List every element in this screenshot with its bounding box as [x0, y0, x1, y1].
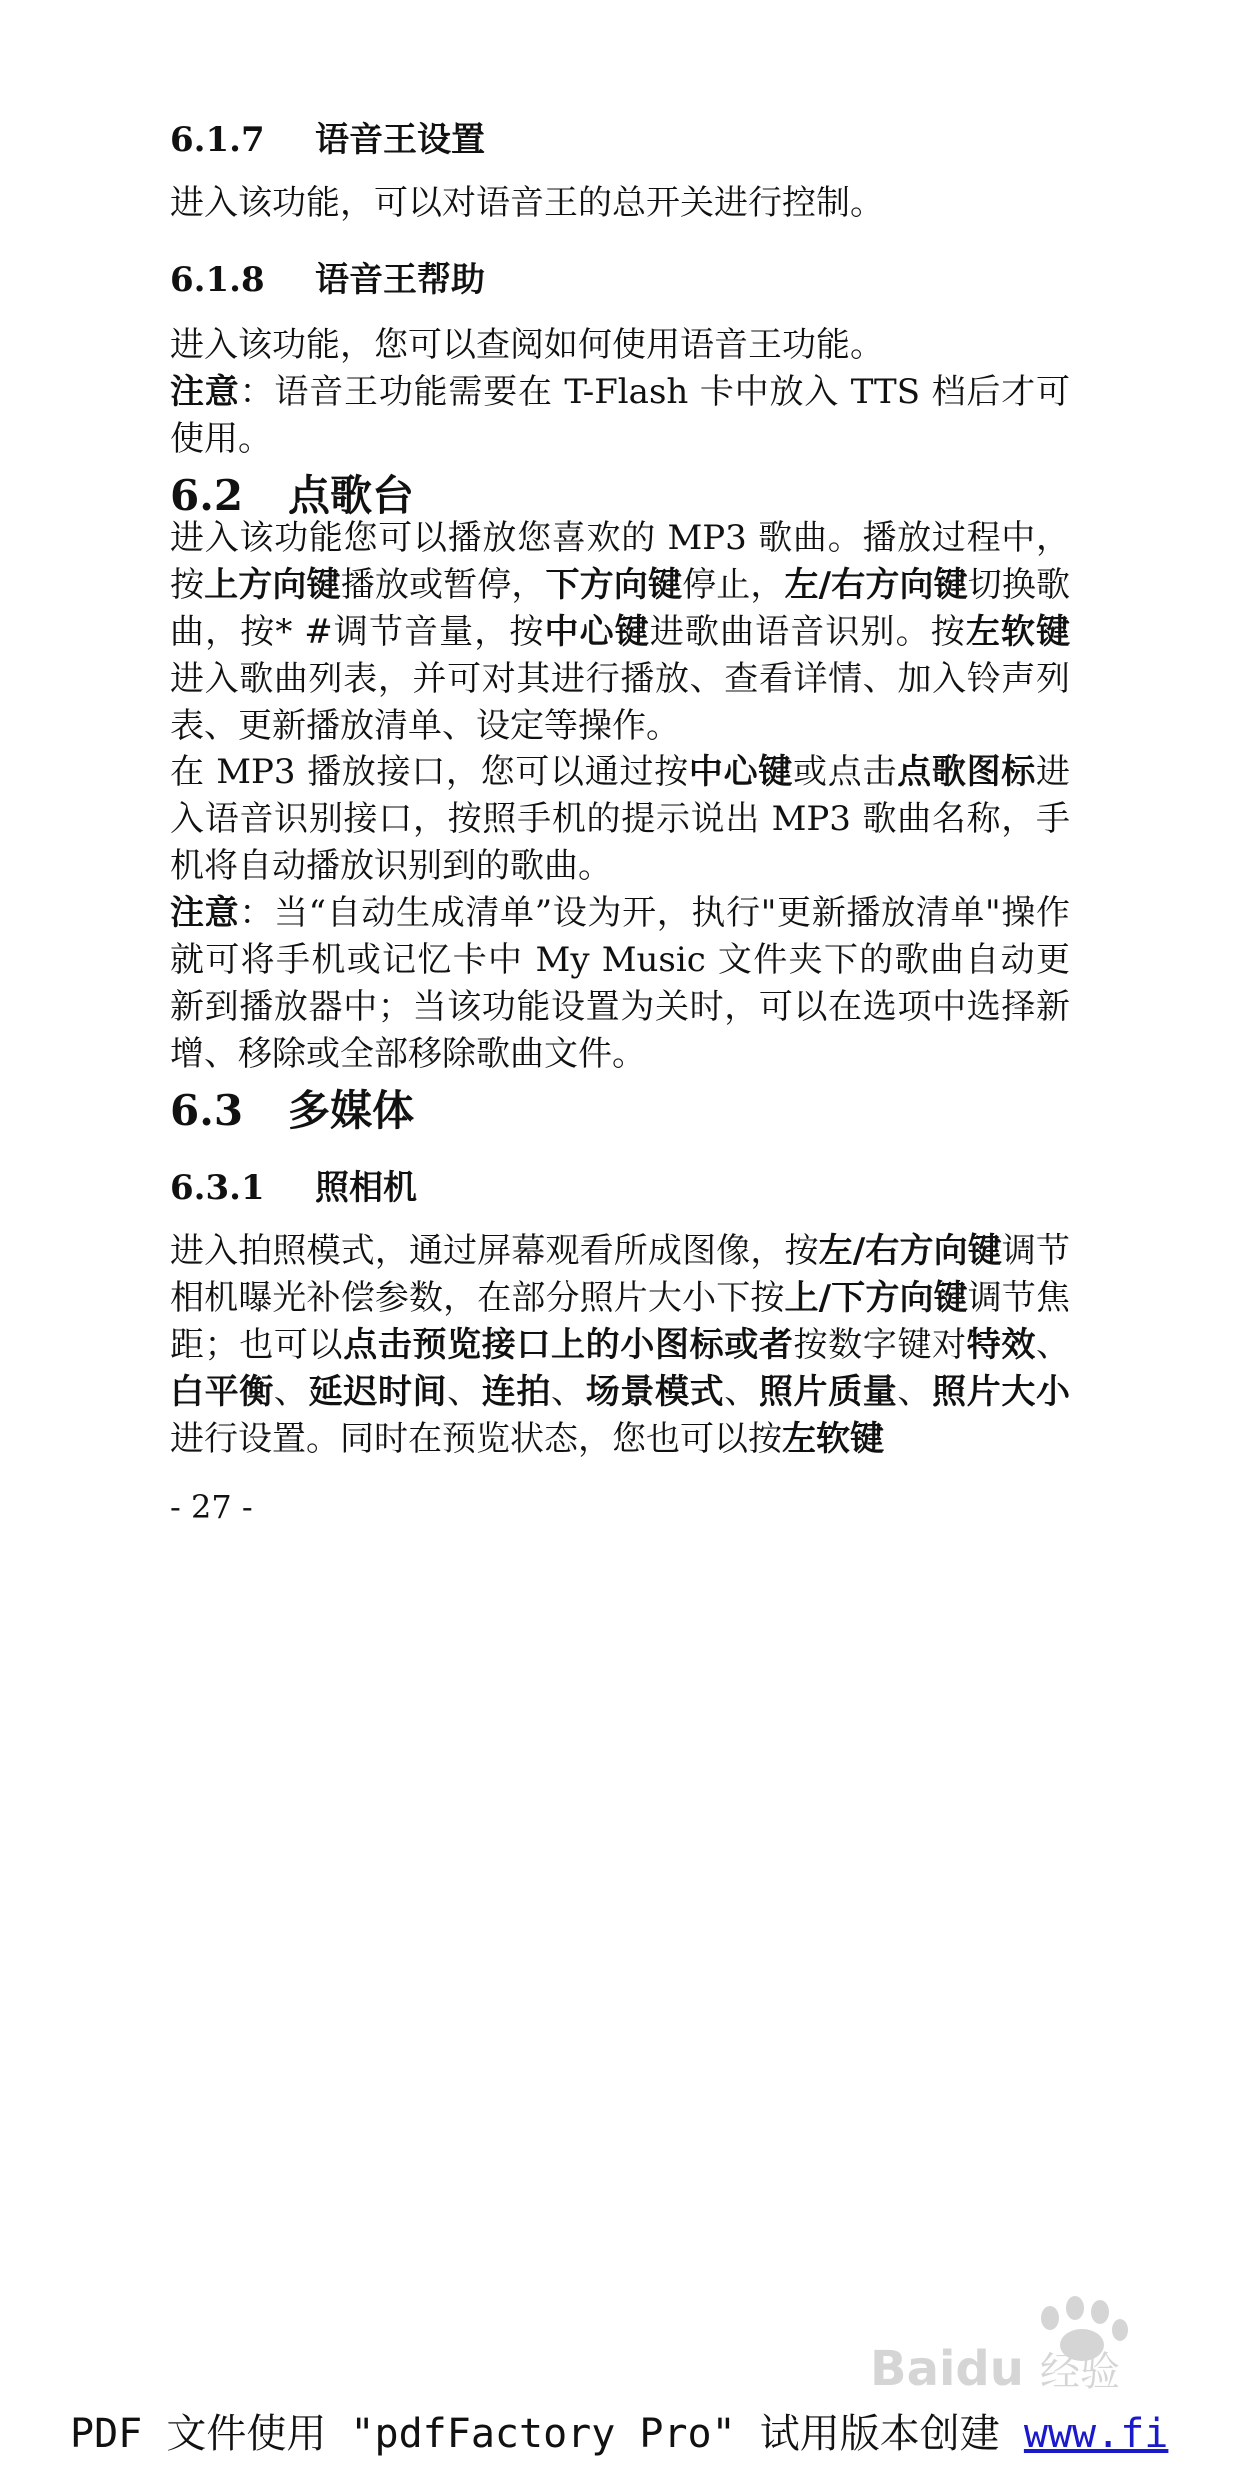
bold-term: 点歌图标	[897, 752, 1037, 792]
pdf-footer	[70, 2402, 1168, 2459]
section-number: 6.3.1	[170, 1168, 265, 1208]
section-number: 6.1.8	[170, 260, 265, 300]
bold-term: 左/右方向键	[818, 1231, 1002, 1271]
text-run: 进入语音识别接口，按照手机的提示说出 MP3 歌曲名称，手机将自动播放识别到的歌曲。	[170, 752, 1071, 886]
watermark-brand: Baidu	[870, 2341, 1024, 2397]
section-title: 照相机	[315, 1168, 417, 1208]
text-run: 播放或暂停，	[340, 565, 546, 605]
section-6-2-paragraph-1	[170, 515, 1070, 750]
baidu-jingyan-watermark	[870, 2290, 1170, 2400]
section-6-2-paragraph-2	[170, 749, 1070, 890]
section-6-2-note	[170, 890, 1070, 1078]
section-6-1-8-heading	[170, 252, 485, 301]
section-number: 6.1.7	[170, 120, 265, 160]
text-run: 调节焦距；也可以	[170, 1278, 1071, 1365]
section-6-3-1-paragraph	[170, 1228, 1070, 1463]
text-run: 调节相机曝光补偿参数，在部分照片大小下按	[170, 1231, 1071, 1318]
section-6-3-1-heading	[170, 1160, 417, 1209]
bold-term: 左/右方向键	[784, 565, 968, 605]
note-text: ：语音王功能需要在 T-Flash 卡中放入 TTS 档后才可使用。	[170, 372, 1071, 459]
footer-text: PDF 文件使用 "pdfFactory Pro" 试用版本创建	[70, 2411, 1024, 2457]
section-number: 6.2	[170, 471, 244, 520]
page-number: - 27 -	[170, 1488, 253, 1526]
bold-term: 白平衡	[170, 1372, 274, 1412]
text-run: 进入拍照模式，通过屏幕观看所成图像，按	[170, 1231, 819, 1271]
bold-term: 照片大小	[932, 1372, 1071, 1412]
bold-term: 上方向键	[204, 565, 341, 605]
bold-term: 左软键	[965, 612, 1071, 652]
bold-term: 下方向键	[545, 565, 683, 605]
bold-term: 中心键	[688, 752, 794, 792]
bold-term: 连拍	[481, 1372, 552, 1412]
section-6-3-heading	[170, 1078, 414, 1138]
text-run: 按数字键对	[793, 1325, 967, 1365]
text-run: 进入该功能您可以播放您喜欢的 MP3 歌曲。播放过程中，按	[170, 518, 1070, 605]
section-number: 6.3	[170, 1086, 244, 1135]
bold-term: 照片质量	[758, 1372, 898, 1412]
bold-term: 左软键	[782, 1419, 884, 1459]
bold-term: 延迟时间	[308, 1372, 448, 1412]
section-title: 语音王设置	[315, 120, 485, 160]
text-run: 或点击	[793, 752, 898, 792]
text-run: 、	[897, 1372, 933, 1412]
section-title: 点歌台	[288, 471, 415, 520]
section-6-2-heading	[170, 463, 414, 523]
section-6-1-8-paragraph: 进入该功能，您可以查阅如何使用语音王功能。	[170, 325, 884, 365]
bold-term: 上/下方向键	[784, 1278, 968, 1318]
section-title: 语音王帮助	[315, 260, 485, 300]
text-run: 、	[551, 1372, 586, 1412]
text-run: 切换歌曲，按* #调节音量，按	[170, 565, 1071, 652]
bold-term: 注意	[170, 893, 240, 933]
section-6-1-8-note	[170, 369, 1070, 463]
note-label: 注意	[170, 372, 240, 412]
watermark-suffix: 经验	[1040, 2349, 1120, 2395]
text-run: 、	[447, 1372, 482, 1412]
text-run: 、	[273, 1372, 309, 1412]
bold-term: 特效	[966, 1325, 1037, 1365]
section-title: 多媒体	[288, 1086, 415, 1135]
footer-link[interactable]: www.fi	[1023, 2411, 1169, 2457]
text-run: 进入歌曲列表，并可对其进行播放、查看详情、加入铃声列表、更新播放清单、设定等操作。	[170, 659, 1070, 746]
text-run: 停止，	[682, 565, 785, 605]
text-run: 、	[724, 1372, 759, 1412]
text-run: 进行设置。同时在预览状态，您也可以按	[170, 1419, 782, 1459]
text-run: 在 MP3 播放接口，您可以通过按	[170, 752, 689, 792]
bold-term: 点击预览接口上的小图标或者	[343, 1325, 794, 1365]
text-run: 、	[1036, 1325, 1071, 1365]
section-6-1-7-paragraph: 进入该功能，可以对语音王的总开关进行控制。	[170, 183, 884, 223]
bold-term: 中心键	[544, 612, 650, 652]
section-6-1-7-heading	[170, 112, 485, 161]
bold-term: 场景模式	[585, 1372, 725, 1412]
text-run: 进歌曲语音识别。按	[649, 612, 966, 652]
text-run: ：当“自动生成清单”设为开，执行"更新播放清单"操作就可将手机或记忆卡中 My Music 文件夹下的歌曲自动更新到播放器中；当该功能设置为关时，可以在选项中选择新增、移除或全部移除歌曲文件。	[170, 893, 1071, 1074]
